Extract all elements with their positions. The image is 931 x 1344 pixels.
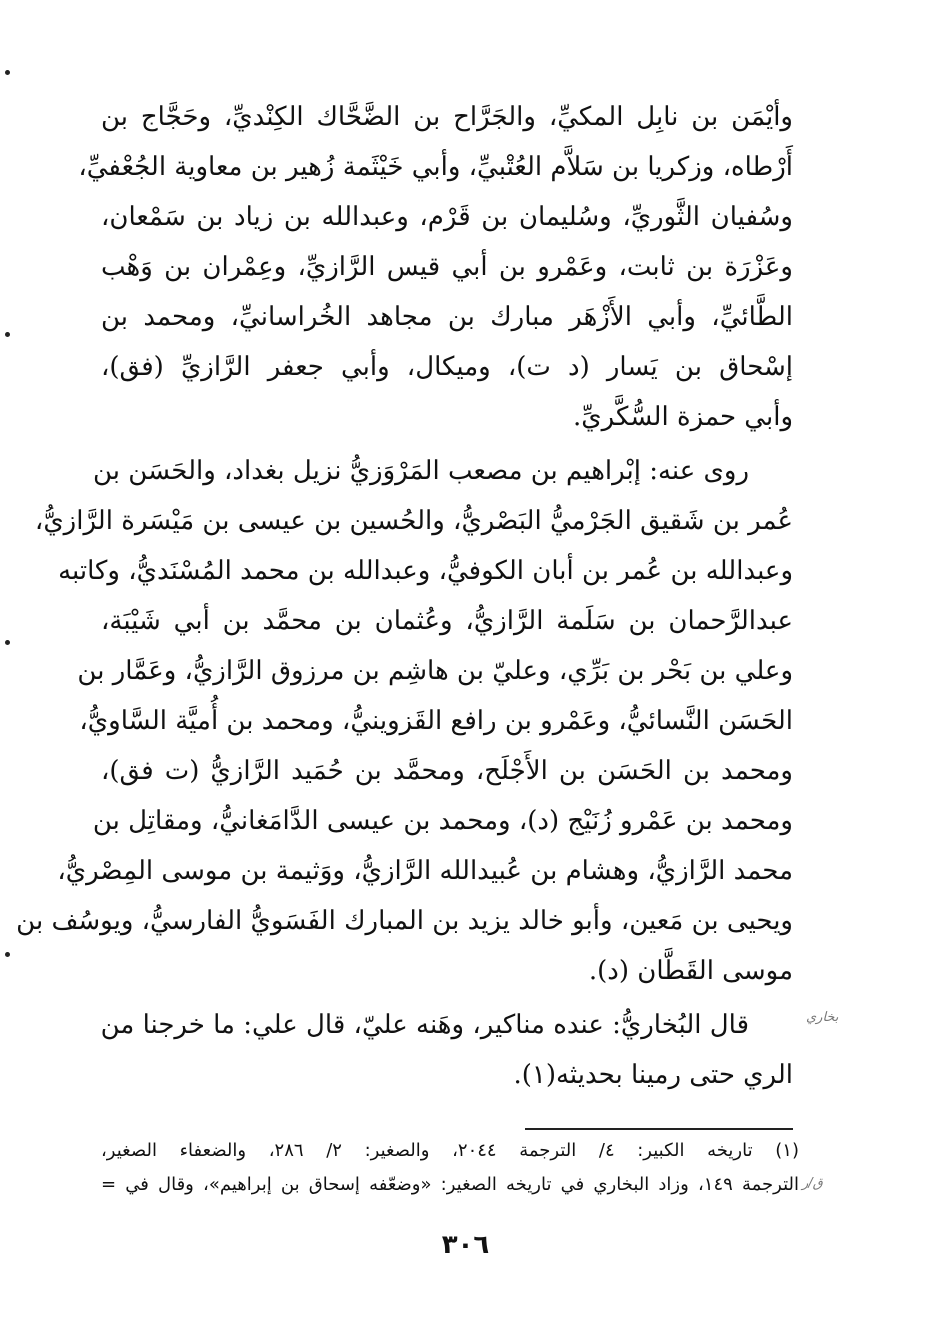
text-line: ويحيى بن مَعين، وأبو خالد يزيد بن المبارك الفَسَويُّ الفارسيُّ، ويوسُف بن — [16, 906, 793, 936]
text-line: وأيْمَن بن نابِل المكيِّ، والجَرَّاح بن الضَّحَّاك الكِنْديِّ، وحَجَّاج بن — [101, 102, 793, 132]
text-line: قال البُخاريُّ: عنده مناكير، وهَنه عليّ، قال علي: ما خرجنا من — [100, 1010, 749, 1040]
footnote-separator — [525, 1128, 793, 1130]
text-line: عُمر بن شَقيق الجَرْميُّ البَصْريُّ، والحُسين بن عيسى بن مَيْسَرة الرَّازيُّ، — [34, 506, 793, 536]
text-line: ومحمد بن عَمْرو زُنَيْج (د)، ومحمد بن عيسى الدَّامَغانيُّ، ومقاتِل بن — [92, 806, 793, 836]
footnotes — [101, 1134, 799, 1202]
page-number: ٣٠٦ — [441, 1230, 490, 1260]
text-line: موسى القَطَّان (د). — [588, 956, 793, 986]
text-line: ومحمد بن الحَسَن بن الأَجْلَح، ومحمَّد بن حُمَيد الرَّازيُّ (ت فق)، — [101, 756, 793, 786]
margin-dot — [5, 640, 10, 645]
text-line: روى عنه: إبْراهيم بن مصعب المَرْوَزيُّ نزيل بغداد، والحَسَن بن — [93, 456, 749, 486]
text-line: وأبي حمزة السُّكَّريِّ. — [573, 402, 793, 432]
transmitters-paragraph — [16, 446, 793, 996]
text-line: محمد الرَّازيُّ، وهشام بن عُبيدالله الرَّازيُّ، ووَثيمة بن موسى المِصْريُّ، — [57, 856, 793, 886]
text-line: إسْحاق بن يَسار (د ت)، وميكال، وأبي جعفر الرَّازيِّ (فق)، — [101, 352, 793, 382]
footnote-line: (١) تاريخه الكبير: ٤/ الترجمة ٢٠٤٤، والصغير: ٢/ ٢٨٦، والضعفاء الصغير، — [101, 1140, 799, 1161]
bukhari-quote-paragraph — [101, 1000, 793, 1100]
margin-dot — [5, 70, 10, 75]
text-line: الري حتى رمينا بحديثه(١). — [513, 1060, 793, 1090]
footnote-line: الترجمة ١٤٩، وزاد البخاري في تاريخه الصغير: «وضعّفه إسحاق بن إبراهيم»، وقال في = — [101, 1174, 799, 1195]
text-line: عبدالرَّحمان بن سَلَمة الرَّازيُّ، وعُثمان بن محمَّد بن أبي شَيْبَة، — [101, 606, 793, 636]
text-line: الحَسَن النَّسائيُّ، وعَمْرو بن رافع القَزوينيُّ، ومحمد بن أُميَّة السَّاويُّ، — [79, 706, 793, 736]
margin-dot — [5, 952, 10, 957]
narrators-paragraph — [78, 92, 793, 442]
text-line: وسُفيان الثَّوريِّ، وسُليمان بن قَرْم، وعبدالله بن زياد بن سَمْعان، — [101, 202, 793, 232]
text-line: وعبدالله بن عُمر بن أبان الكوفيُّ، وعبدالله بن محمد المُسْنَديُّ، وكاتبه — [58, 556, 793, 586]
margin-annotation: ق/ر — [802, 1176, 823, 1191]
margin-dot — [5, 332, 10, 337]
margin-annotation: بخاري — [806, 1010, 839, 1025]
text-line: وعَزْرَة بن ثابت، وعَمْرو بن أبي قيس الرَّازيِّ، وعِمْران بن وَهْب — [101, 252, 793, 282]
text-line: الطَّائيِّ، وأبي الأَزْهَر مبارك بن مجاهد الخُراسانيِّ، ومحمد بن — [101, 302, 793, 332]
text-line: وعلي بن بَحْر بن بَرِّي، وعليّ بن هاشِم بن مرزوق الرَّازيُّ، وعَمَّار بن — [77, 656, 793, 686]
text-line: أَرْطاه، وزكريا بن سَلاَّم العُتْبيِّ، وأبي خَيْثَمة زُهير بن معاوية الجُعْفيِّ، — [78, 152, 793, 182]
